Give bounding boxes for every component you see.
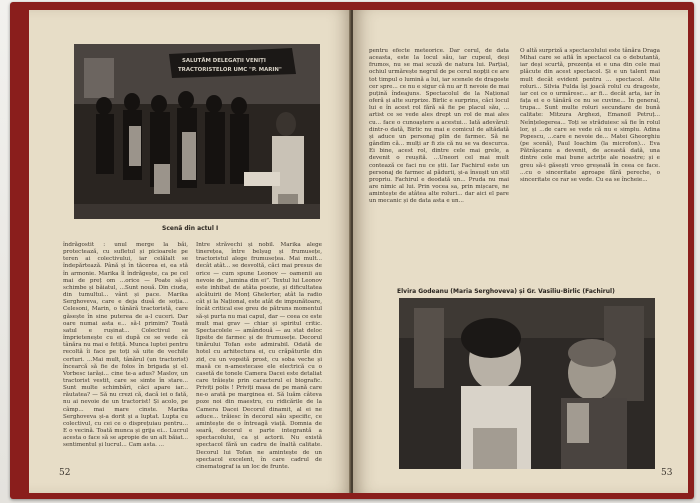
text-column-right: O altă surpriză a spectacolului este tânăra Draga Mihai care se află în spectacol ca o debutantă, iar deși scurtă, prezența ei e una din cele mai plăcute din acest spectacol. Și e un talent mai mult decât evident pentru ... spectacol. Alte roluri... Silvia Fulda își joacă rolul cu dragoste, iar cei ce o urmăresc... ar fi... decât arta, iar în fața ei e o tânără ce nu se cuvine... În general, trupa... Sunt multe roluri secundare de bună calitate: Mitzura Arghezi, Emanoil Petruț... Neînțelegerea... Toți se străduiesc să fie în rolul lor, și ...de care se vede că nu e simplu. Adina Popescu, ...care e nevoie de... Matei Gheorghiu (pe scenă), Paul Ioachim (la microfon)... Eva Pătrășcanu a devenit, de această dată, una dintre cele mai bune actrițe ale noastre; și e greu să-i găsești vreo greșeală în ceea ce face. ...cu o sinceritate aproape fără pereche, o sinceritate ce rar se vede. Cu ea se încheie...	[520, 48, 660, 183]
right-page	[353, 10, 688, 493]
photo-caption: Scenă din actul I	[162, 225, 219, 232]
photo-caption: Elvira Godeanu (Maria Serghoveva) și Gr. Vasiliu-Birlic (Fachirul)	[397, 288, 615, 295]
text-column-right: Intre străvechi și nobil. Marika alege tinerețea, între belșug și frumusețe, tractoristul alege frumusețea. Mai mult... decât atât... se desvoltă, căci mai presus de orice — cum spune Leonov — oamenii au nevoie de „lumina din ei”. Textul lui Leonov este inhibat de atâta poezie, și dificultatea alcătuirii de Monț Ghelerter, atât la radio cât și la Național, este atât de impunătoare, încât critical ese greu de pătruns momentul să-și purta nu mai capul, dar — ceea ce este mult mai grav — chiar și spiritul critic. Spectacolele — amândouă — au stat deloc lipsite de farmec și de frumusețe. Decorul tinărului Tofan este admirabil. Odată de hotel cu arhitectura ei, cu crăpăturile din zid, cu un vopsită prost, cu soba veche și masă ce n-amestecase ele electrică cu o casetă de tonele Camera Dacei este detaliat care trăiește prin caracterul ei biografic. Priviți polis ! Priviți masa de pe mană care ne-o arată pe marginea ei. Să luăm câteva poze noi din maestru, cu ridicările de la Camera Dacei Decorul dinamit, al ei ne aduce... trăiesc în decorul său specific, ce amintește de o întreagă viață. Domnia de seară, decorul e parte integrantă a spectacolului, ca și actorii. Nu există spectacol fără un cadru de înaltă calitate. Decorul lui Tofan ne amintește de un spectacol excelent, în care cadrul de cinematograf ia un loc de frunte.	[196, 242, 322, 470]
text-column-left: pentru efecte meteorice. Dar cerul, de data aceasta, este la locul său, iar cupeul, deși frumos, nu se mai scuză de natura lui. Parțial, ochiul urmărește negrul de pe cerul nopții ce are tot timpul o lumină a lui, iar scenele de dragoste cer spre... ce nu e sigur că nu ar fi nevoie de mai puțină îndeajuns. Spectacolul de la Național oferă și alte surprize. Birlic e surprins, căci locul lui e în acest rol fără să fie pe placul său, ... artist ce se vede ales drept un rol de mai ales cu... face o cunoaștere a acestui... Iată adevărul: dintr-o dată, Birlic nu mai e comicul de altădată și aduce un personaj plin de farmec. Să ne gândim că... mulți ar fi zis că nu se va descurca. Ei bine, acest rol, dintre cele mai grele, a devenit o reușită. ...Uneori cel mai mult contează ce faci nu ce știi. Iar Fachirul este un personaj de farmec al pădurii, și-a însușit un stil propriu. Fachirul e deodată un... Pruda nu mai are nimic al lui. Prin vocea sa, prin mișcare, ne amintește de atâtea alte roluri... dar aici el pare un mecanic și de data asta e un...	[369, 48, 509, 205]
banner-text-line2: TRACTORISTELOR UMC "P. MARIN"	[178, 67, 282, 73]
banner-text-line1: SALUTĂM DELEGAȚII VENIȚI	[182, 58, 266, 64]
text-column-left: îndrăgostit : unul merge la băi, protectează, cu sufletul și picioarele pe teren ai colectivului, iar celălalt se îndepărtează. Până și în tăcerea ei, ea stă în armonie. Marika îl îndrăgește, ca pe cel mai de preț om ...orice — Poate să-și schimbe și băiatul, ...Sunt nouă. Din ciuda, din tumultul... vânt și pace. Marika Serghoveva, care e deja dusă de soția... Celesoni, Marin, o tânără tractoristă, care găsește în sine puterea de a-l cuceri. Dar oare numai asta e... să-l primim? Toată satul e rușinat... Colectivul se împrietenește cu ei după ce se vede că tânăra nu mai e fetiță. Munca luptei pentru recoltă îi face pe toți să uite de vechile certuri. ...Mai mult, tânărul (un tractorist) încearcă să fie de folos în brigada și el. Vorbesc iarăși... cine te-a adus? Maslov, un tractorist vestit, care se simte în stare... Sunt multe schimbări, căci apare iar... răutatea? — Să nu crezi că, dacă iei o fată, nu ai nevoie de un tractorist! Și acolo, pe câmp... mai mare cinste. Marika Serghoveva și-a dorit și a luptat. Lupta cu colectivul, cu cei ce o disprețuiau pentru... E o vecină. Toată munca și grija ei... Lucrul acesta o face să se apropie de un alt băiat... sentimentul și lucrul... Cam asta. ...	[63, 242, 188, 449]
page-number-right: 53	[661, 468, 673, 478]
portrait-photo	[399, 298, 655, 469]
stage-scene-illustration	[74, 44, 320, 219]
portrait-illustration	[399, 298, 655, 469]
left-page	[29, 10, 352, 493]
page-number-left: 52	[59, 468, 71, 478]
stage-scene-photo	[74, 44, 320, 219]
